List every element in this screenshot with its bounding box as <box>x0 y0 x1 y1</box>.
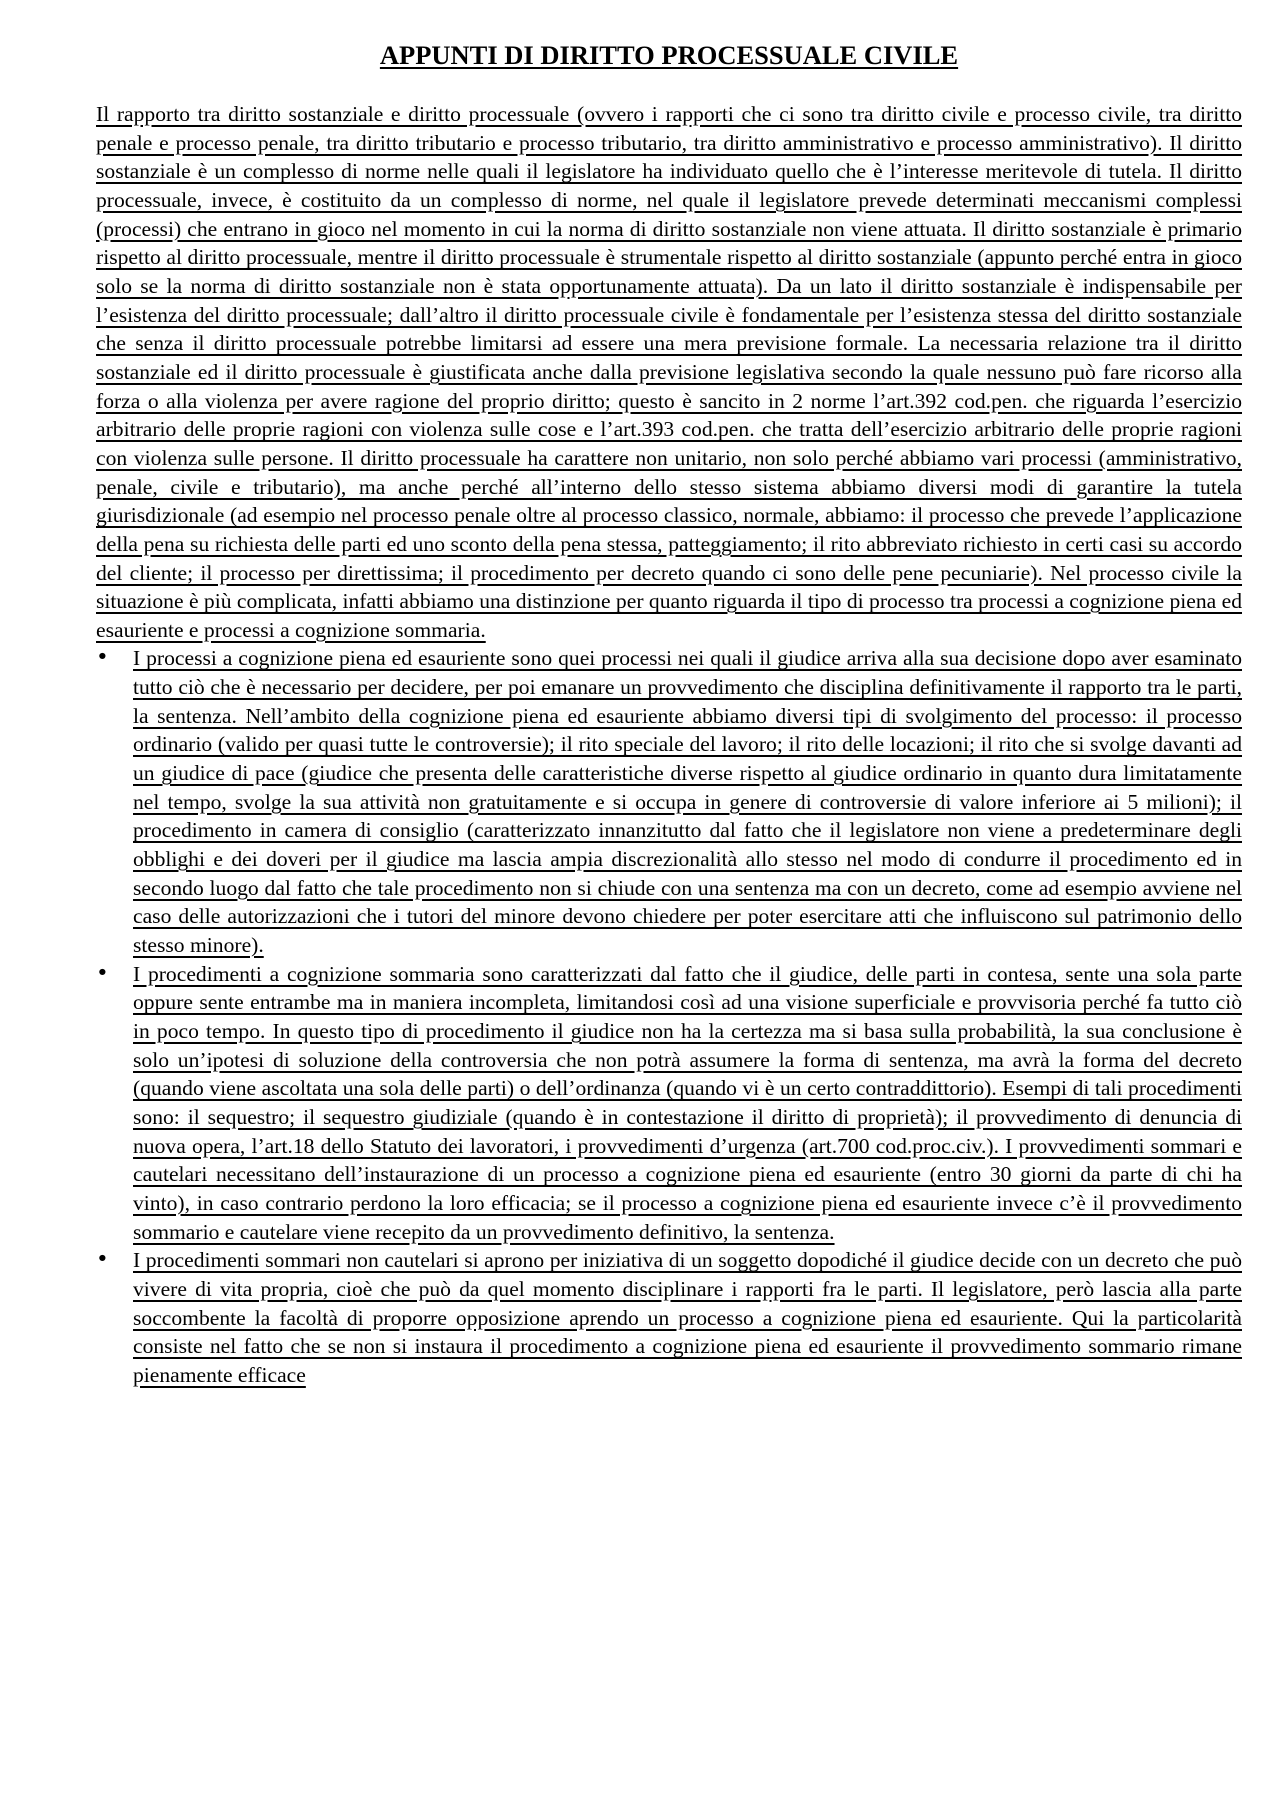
bullet-text: I processi a cognizione piena ed esauriente sono quei processi nei quali il giudice arriva alla sua decisione dopo aver esaminato tutto ciò che è necessario per decidere, per poi emanare un provvedimento che disciplina definitivamente il rapporto tra le parti, la sentenza. Nell’ambito della cognizione piena ed esauriente abbiamo diversi tipi di svolgimento del processo: il processo ordinario (valido per quasi tutte le controversie); il rito speciale del lavoro; il rito delle locazioni; il rito che si svolge davanti ad un giudice di pace (giudice che presenta delle caratteristiche diverse rispetto al giudice ordinario in quanto dura limitatamente nel tempo, svolge la sua attività non gratuitamente e si occupa in genere di controversie di valore inferiore ai 5 milioni); il procedimento in camera di consiglio (caratterizzato innanzitutto dal fatto che il legislatore non viene a predeterminare degli obblighi e dei doveri per il giudice ma lascia ampia discrezionalità allo stesso nel modo di condurre il procedimento ed in secondo luogo dal fatto che tale procedimento non si chiude con una sentenza ma con un decreto, come ad esempio avviene nel caso delle autorizzazioni che i tutori del minore devono chiedere per poter esercitare atti che influiscono sul patrimonio dello stesso minore). <box>133 646 1242 958</box>
bullet-list <box>96 644 1242 1389</box>
list-item <box>96 1246 1242 1389</box>
document-title-text: APPUNTI DI DIRITTO PROCESSUALE CIVILE <box>379 40 959 70</box>
bullet-text: I procedimenti a cognizione sommaria sono caratterizzati dal fatto che il giudice, delle parti in contesa, sente una sola parte oppure sente entrambe ma in maniera incompleta, limitandosi così ad una visione superficiale e provvisoria perché fa tutto ciò in poco tempo. In questo tipo di procedimento il giudice non ha la certezza ma si basa sulla probabilità, la sua conclusione è solo un’ipotesi di soluzione della controversia che non potrà assumere la forma di sentenza, ma avrà la forma del decreto (quando viene ascoltata una sola delle parti) o dell’ordinanza (quando vi è un certo contraddittorio). Esempi di tali procedimenti sono: il sequestro; il sequestro giudiziale (quando è in contestazione il diritto di proprietà); il provvedimento di denuncia di nuova opera, l’art.18 dello Statuto dei lavoratori, i provvedimenti d’urgenza (art.700 cod.proc.civ.). I provvedimenti sommari e cautelari necessitano dell’instaurazione di un processo a cognizione piena ed esauriente (entro 30 giorni da parte di chi ha vinto), in caso contrario perdono la loro efficacia; se il processo a cognizione piena ed esauriente invece c’è il provvedimento sommario e cautelare viene recepito da un provvedimento definitivo, la sentenza. <box>133 961 1242 1244</box>
document-title <box>96 36 1242 74</box>
list-item <box>96 644 1242 959</box>
bullet-icon: • <box>96 960 109 986</box>
bullet-icon: • <box>96 645 109 671</box>
intro-paragraph: Il rapporto tra diritto sostanziale e diritto processuale (ovvero i rapporti che ci sono tra diritto civile e processo civile, tra diritto penale e processo penale, tra diritto tributario e processo tributario, tra diritto amministrativo e processo amministrativo). Il diritto sostanziale è un complesso di norme nelle quali il legislatore ha individuato quello che è l’interesse meritevole di tutela. Il diritto processuale, invece, è costituito da un complesso di norme, nel quale il legislatore prevede determinati meccanismi complessi (processi) che entrano in gioco nel momento in cui la norma di diritto sostanziale non viene attuata. Il diritto sostanziale è primario rispetto al diritto processuale, mentre il diritto processuale è strumentale rispetto al diritto sostanziale (appunto perché entra in gioco solo se la norma di diritto sostanziale non è stata opportunamente attuata). Da un lato il diritto sostanziale è indispensabile per l’esistenza del diritto processuale; dall’altro il diritto processuale civile è fondamentale per l’esistenza stessa del diritto sostanziale che senza il diritto processuale potrebbe limitarsi ad essere una mera previsione formale. La necessaria relazione tra il diritto sostanziale ed il diritto processuale è giustificata anche dalla previsione legislativa secondo la quale nessuno può fare ricorso alla forza o alla violenza per avere ragione del proprio diritto; questo è sancito in 2 norme l’art.392 cod.pen. che riguarda l’esercizio arbitrario delle proprie ragioni con violenza sulle cose e l’art.393 cod.pen. che tratta dell’esercizio arbitrario delle proprie ragioni con violenza sulle persone. Il diritto processuale ha carattere non unitario, non solo perché abbiamo vari processi (amministrativo, penale, civile e tributario), ma anche perché all’interno dello stesso sistema abbiamo diversi modi di garantire la tutela giurisdizionale (ad esempio nel processo penale oltre al processo classico, normale, abbiamo: il processo che prevede l’applicazione della pena su richiesta delle parti ed uno sconto della pena stessa, patteggiamento; il rito abbreviato richiesto in certi casi su accordo del cliente; il processo per direttissima; il procedimento per decreto quando ci sono delle pene pecuniarie). Nel processo civile la situazione è più complicata, infatti abbiamo una distinzione per quanto riguarda il tipo di processo tra processi a cognizione piena ed esauriente e processi a cognizione sommaria. <box>96 102 1242 642</box>
bullet-text: I procedimenti sommari non cautelari si aprono per iniziativa di un soggetto dopodiché il giudice decide con un decreto che può vivere di vita propria, cioè che può da quel momento disciplinare i rapporti fra le parti. Il legislatore, però lascia alla parte soccombente la facoltà di proporre opposizione aprendo un processo a cognizione piena ed esauriente. Qui la particolarità consiste nel fatto che se non si instaura il procedimento a cognizione piena ed esauriente il provvedimento sommario rimane pienamente efficace <box>133 1248 1242 1387</box>
bullet-icon: • <box>96 1247 109 1273</box>
document-page <box>96 36 1242 1390</box>
list-item <box>96 960 1242 1247</box>
